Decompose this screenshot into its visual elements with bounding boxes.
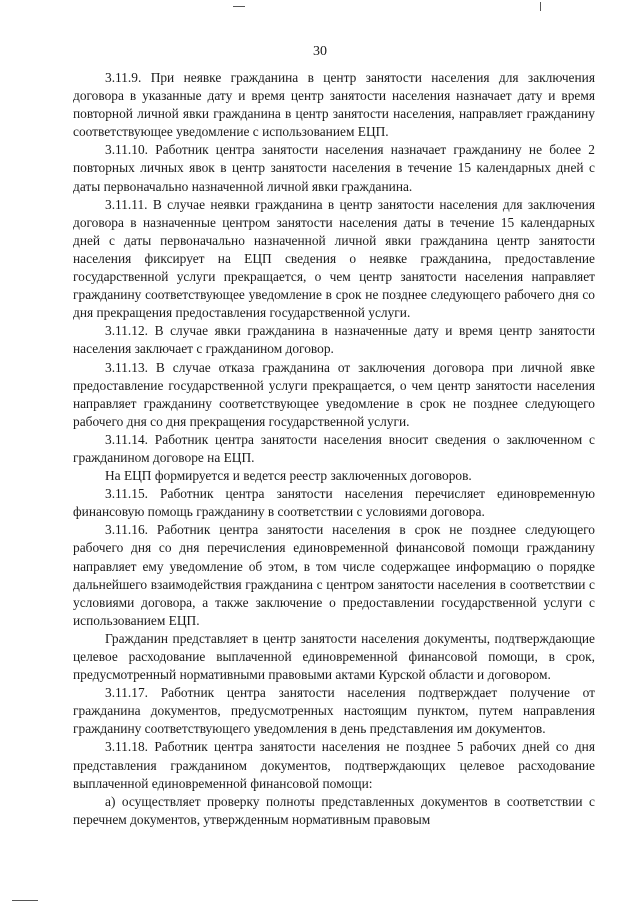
scan-artifact-mark xyxy=(233,6,245,7)
paragraph-3-11-10: 3.11.10. Работник центра занятости населения назначает гражданину не более 2 повторных личных явок в центр занятости населения в течение 15 календарных дней с даты первоначально назначенной личной явки гражданина. xyxy=(73,142,595,194)
paragraph-citizen-documents: Гражданин представляет в центр занятости населения документы, подтверждающие целевое расходование выплаченной единовременной финансовой помощи, в срок, предусмотренный нормативными правовыми актами Курской области и договором. xyxy=(73,630,595,683)
document-body xyxy=(73,69,595,829)
paragraph-3-11-15: 3.11.15. Работник центра занятости населения перечисляет единовременную финансовую помощь гражданину в соответствии с условиями договора. xyxy=(73,486,595,520)
paragraph-registry: На ЕЦП формируется и ведется реестр заключенных договоров. xyxy=(105,468,472,484)
paragraph-3-11-17: 3.11.17. Работник центра занятости населения подтверждает получение от гражданина документов, предусмотренных настоящим пунктом, путем направления гражданину соответствующего уведомления в день представления им документов. xyxy=(73,685,595,737)
scan-artifact-mark xyxy=(540,2,541,11)
paragraph-3-11-11: 3.11.11. В случае неявки гражданина в центр занятости населения для заключения договора в назначенные центром занятости населения даты в течение 15 календарных дней с даты первоначально назначенной личной явки гражданина центр занятости населения фиксирует на ЕЦП сведения о неявке гражданина, предоставление государственной услуги прекращается, о чем центр занятости населения направляет гражданину соответствующее уведомление в срок не позднее следующего рабочего дня со дня прекращения предоставления государственной услуги. xyxy=(73,196,595,321)
paragraph-3-11-18: 3.11.18. Работник центра занятости населения не позднее 5 рабочих дней со дня представления гражданином документов, подтверждающих целевое расходование выплаченной единовременной финансовой помощи: xyxy=(73,739,595,791)
paragraph-item-a: а) осуществляет проверку полноты представленных документов в соответствии с перечнем документов, утвержденным нормативным правовым xyxy=(73,793,595,827)
page-number: 30 xyxy=(313,44,327,59)
paragraph-3-11-14: 3.11.14. Работник центра занятости населения вносит сведения о заключенном с гражданином договоре на ЕЦП. xyxy=(73,431,595,465)
paragraph-3-11-12: 3.11.12. В случае явки гражданина в назначенные дату и время центр занятости населения заключает с гражданином договор. xyxy=(73,323,595,357)
paragraph-3-11-9: 3.11.9. При неявке гражданина в центр занятости населения для заключения договора в указанные дату и время центр занятости населения назначает дату и время повторной личной явки гражданина в центр занятости населения, направляет гражданину соответствующее уведомление с использованием ЕЦП. xyxy=(73,70,595,140)
paragraph-3-11-16: 3.11.16. Работник центра занятости населения в срок не позднее следующего рабочего дня со дня перечисления единовременной финансовой помощи гражданину направляет ему уведомление об этом, в том числе содержащее информацию о порядке дальнейшего взаимодействия гражданина с центром занятости населения в соответствии с условиями договора, а также заключение о предоставлении государственной услуги с использованием ЕЦП. xyxy=(73,522,595,628)
paragraph-3-11-13: 3.11.13. В случае отказа гражданина от заключения договора при личной явке предоставление государственной услуги прекращается, о чем центр занятости населения направляет гражданину соответствующее уведомление в срок не позднее следующего рабочего дня со дня прекращения государственной услуги. xyxy=(73,359,595,429)
scan-artifact-mark xyxy=(12,900,38,901)
